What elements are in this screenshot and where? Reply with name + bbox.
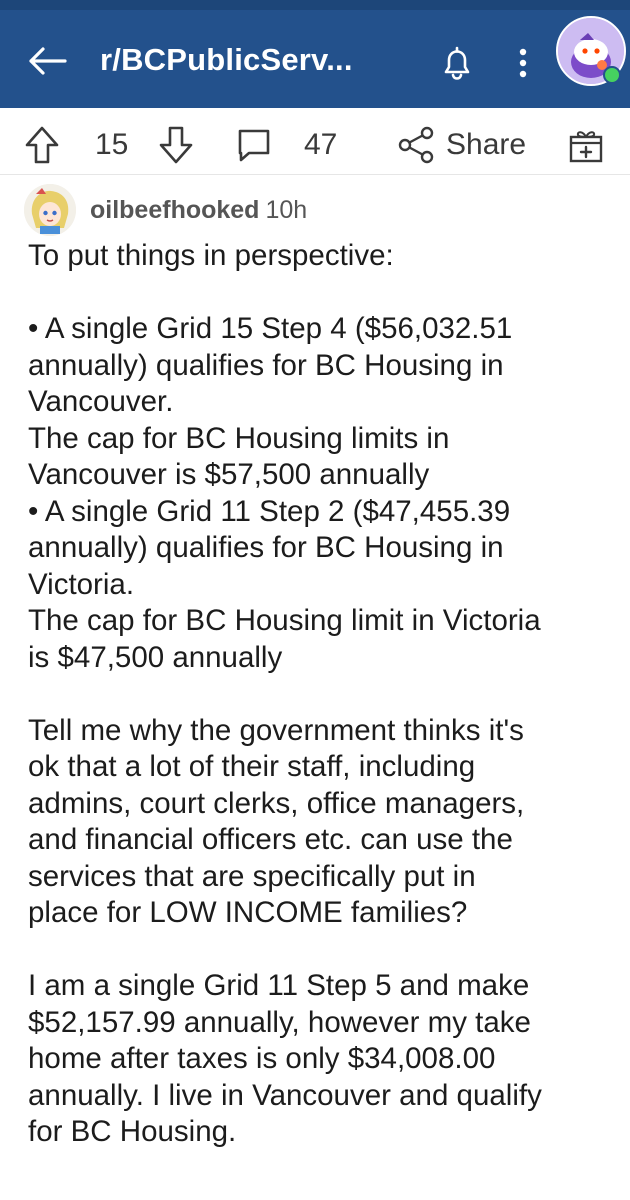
comment-author-name[interactable]: oilbeefhooked: [90, 195, 260, 224]
comment-line: for BC Housing.: [28, 1115, 237, 1148]
comment-count: 47: [304, 128, 338, 161]
app-header: [0, 0, 630, 108]
paragraph-gap: [28, 275, 618, 312]
comment-line: • A single Grid 11 Step 2 ($47,455.39: [28, 494, 511, 528]
upvote-arrow-icon: [24, 124, 60, 166]
gift-icon: [566, 125, 606, 165]
arrow-left-icon: [27, 46, 67, 76]
comment-line: Vancouver is $57,500 annually: [28, 458, 430, 491]
comment-line: annually. I live in Vancouver and qualify: [28, 1078, 542, 1112]
comment-line: ok that a lot of their staff, including: [28, 750, 476, 783]
comment-line: Victoria.: [28, 567, 135, 601]
share-button[interactable]: [396, 122, 436, 168]
comment-line: and financial officers etc. can use the: [28, 823, 513, 856]
comment-line: is $47,500 annually: [28, 640, 283, 674]
overflow-menu-button[interactable]: [508, 40, 538, 86]
comment-line: annually) qualifies for BC Housing in: [28, 348, 504, 382]
comment-line: • A single Grid 15 Step 4 ($56,032.51: [28, 312, 513, 345]
post-action-bar: [0, 116, 630, 175]
back-button[interactable]: [22, 38, 72, 84]
share-label[interactable]: Share: [446, 128, 527, 161]
comment-bubble-icon: [234, 125, 274, 165]
comment-line: annually) qualifies for BC Housing in: [28, 531, 504, 564]
comment-author-row: [24, 182, 614, 238]
comment-line: services that are specifically put in: [28, 859, 476, 893]
award-button[interactable]: [566, 122, 606, 168]
downvote-button[interactable]: [158, 122, 194, 168]
comment-line: I am a single Grid 11 Step 5 and make: [28, 969, 530, 1002]
share-icon: [396, 125, 436, 165]
subreddit-title[interactable]: r/BCPublicServ...: [100, 42, 353, 77]
comment-line: To put things in perspective:: [28, 239, 394, 272]
comments-button[interactable]: [234, 122, 274, 168]
online-indicator: [603, 66, 621, 84]
upvote-button[interactable]: [24, 122, 60, 168]
paragraph-gap: [28, 932, 618, 969]
comment-body: [28, 238, 618, 1151]
downvote-arrow-icon: [158, 124, 194, 166]
comment-timestamp: 10h: [265, 195, 308, 224]
comment-line: place for LOW INCOME families?: [28, 896, 468, 929]
notifications-button[interactable]: [434, 40, 480, 86]
comment-line: The cap for BC Housing limits in: [28, 421, 450, 455]
comment-line: $52,157.99 annually, however my take: [28, 1005, 531, 1039]
more-vertical-icon: [518, 47, 528, 79]
comment-line: Vancouver.: [28, 385, 174, 418]
comment-line: Tell me why the government thinks it's: [28, 713, 524, 747]
comment-line: home after taxes is only $34,008.00: [28, 1042, 496, 1075]
vote-score: 15: [95, 128, 129, 161]
status-bar: [0, 0, 630, 10]
anime-avatar-icon: [24, 184, 76, 236]
bell-icon: [440, 45, 474, 81]
comment-line: The cap for BC Housing limit in Victoria: [28, 604, 541, 637]
commenter-avatar[interactable]: [24, 184, 76, 236]
comment-line: admins, court clerks, office managers,: [28, 786, 525, 820]
paragraph-gap: [28, 676, 618, 713]
